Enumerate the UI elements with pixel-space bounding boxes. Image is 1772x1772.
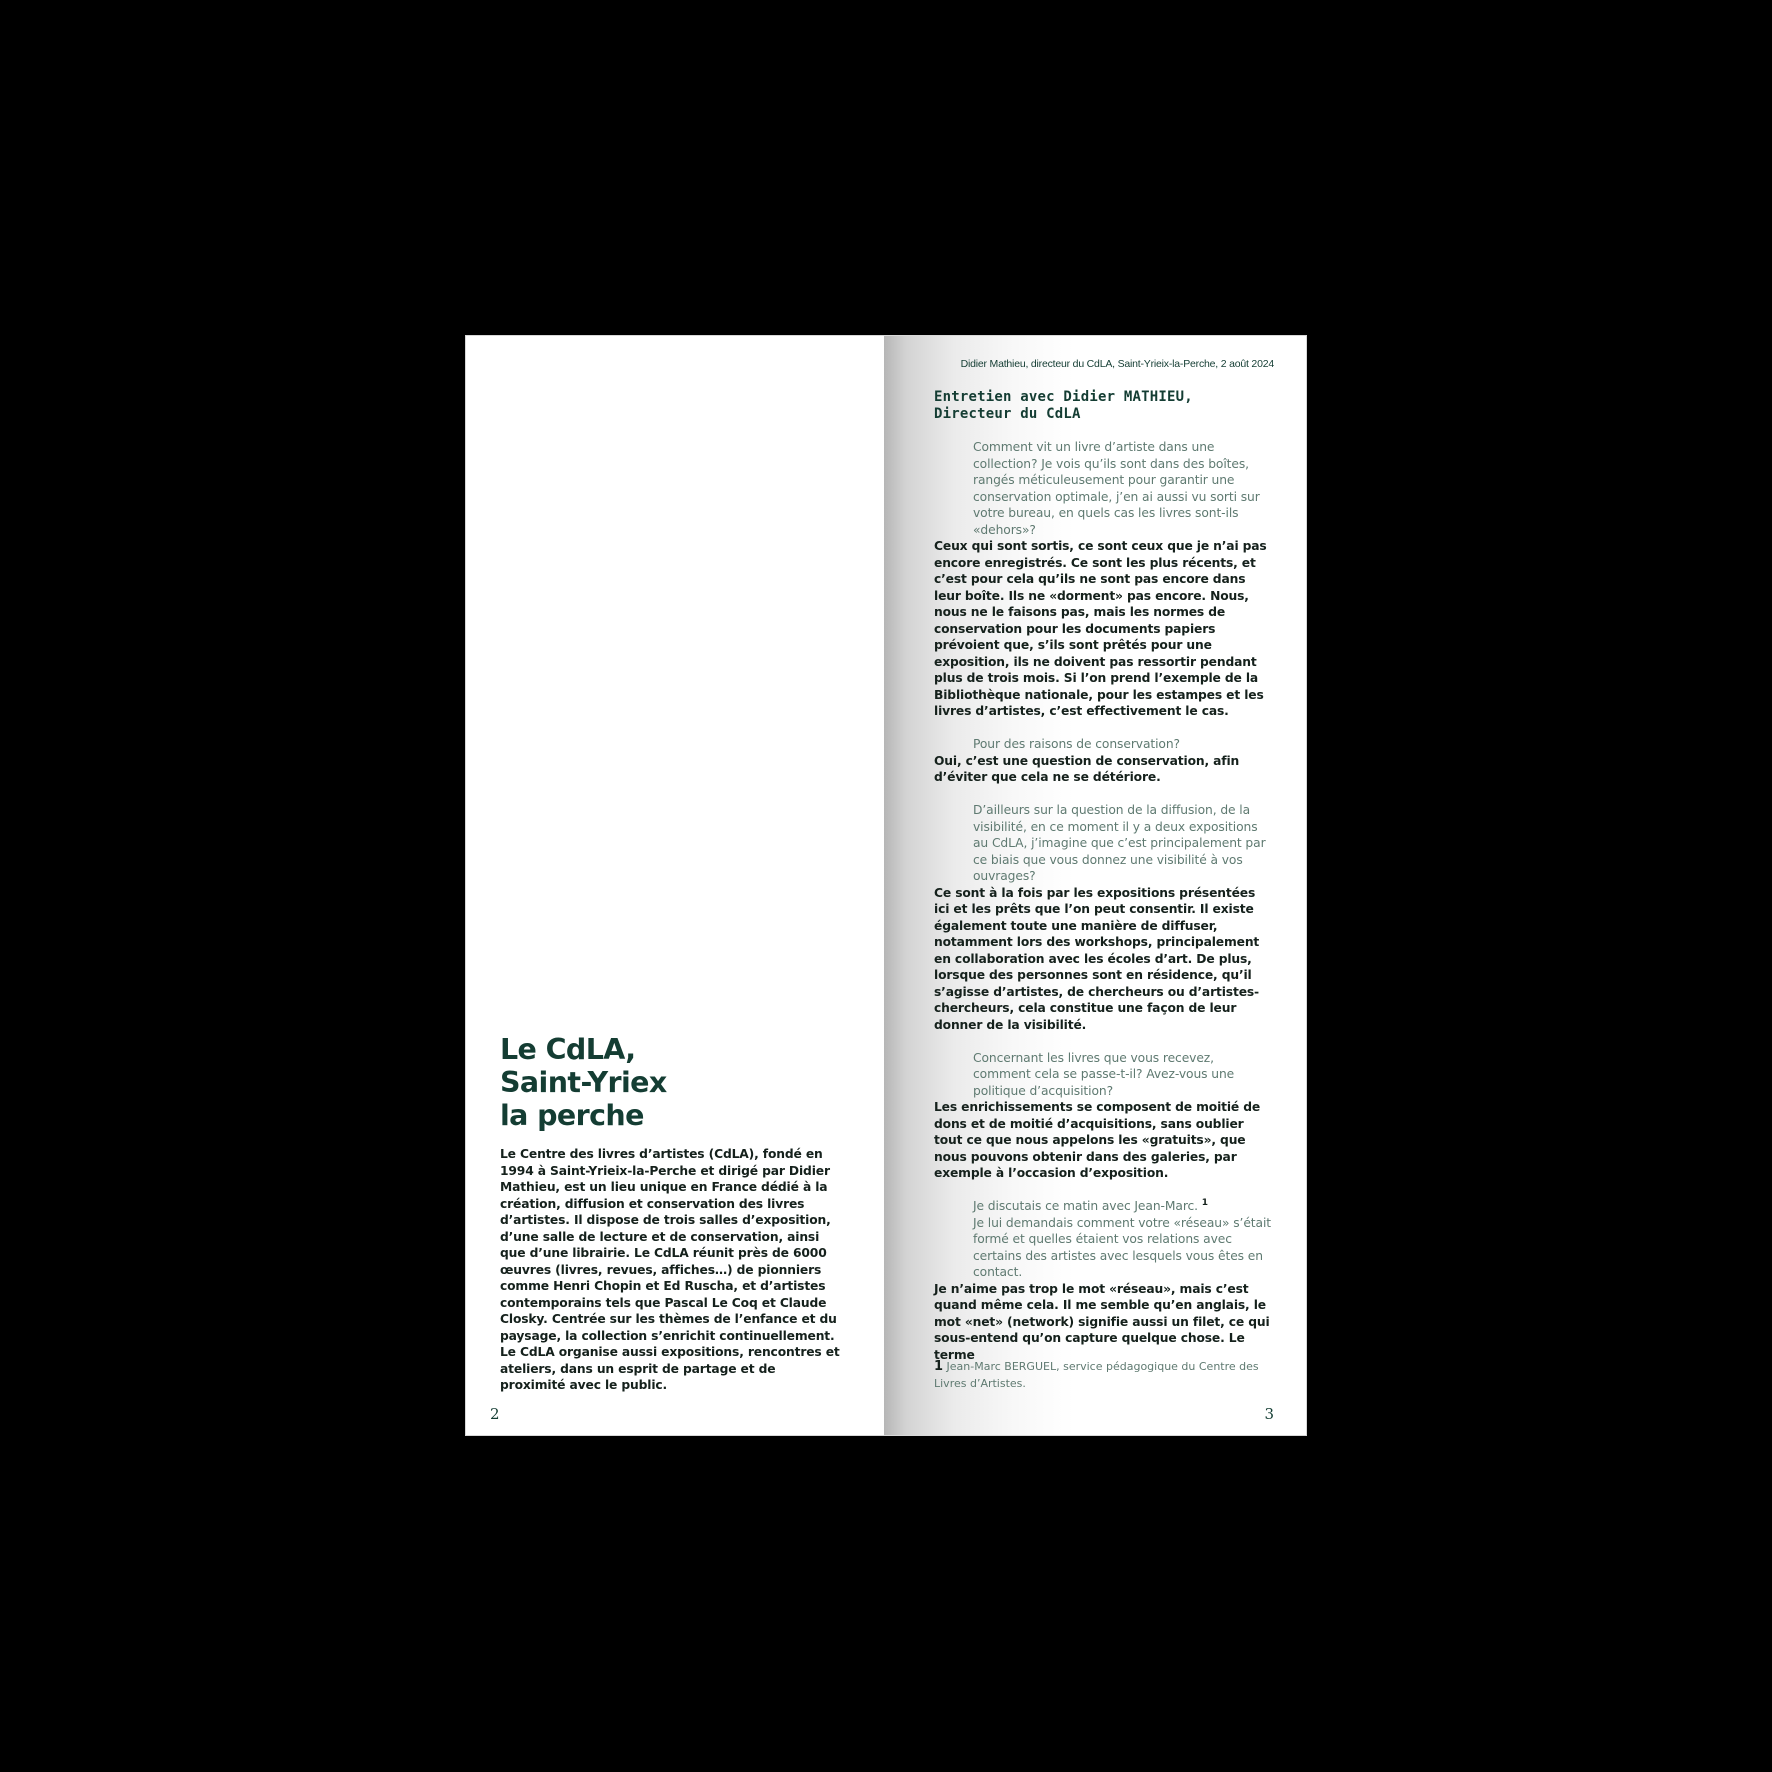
question-5-rest: Je lui demandais comment votre «réseau» s’était formé et quelles étaient vos relations avec certains des artistes avec lesquels vous êtes en contact. bbox=[973, 1215, 1271, 1279]
question-5 bbox=[973, 1198, 1274, 1281]
running-head: Didier Mathieu, directeur du CdLA, Saint-Yrieix-la-Perche, 2 août 2024 bbox=[960, 358, 1274, 370]
section-title-line: Le CdLA, bbox=[500, 1033, 636, 1066]
footnote-reference[interactable]: 1 bbox=[1201, 1197, 1208, 1208]
question-1: Comment vit un livre d’artiste dans une collection? Je vois qu’ils sont dans des boîtes, rangés méticuleusement pour garantir une conservation optimale, j’en ai aussi vu sorti sur votre bureau, en quels cas les livres sont-ils «dehors»? bbox=[973, 440, 1260, 537]
interview-title bbox=[934, 389, 1193, 422]
answer-4: Les enrichissements se composent de moitié de dons et de moitié d’acquisitions, sans oublier tout ce que nous appelons les «gratuits», que nous pouvons obtenir dans des galeries, par exemple à l’occasion d’exposition. bbox=[934, 1100, 1261, 1180]
left-page bbox=[466, 336, 884, 1435]
section-title bbox=[500, 1033, 667, 1132]
section-title-line: Saint-Yriex bbox=[500, 1066, 667, 1099]
question-3: D’ailleurs sur la question de la diffusion, de la visibilité, en ce moment il y a deux expositions au CdLA, j’imagine que c’est principalement par ce biais que vous donnez une visibilité à vos ouvrages? bbox=[973, 803, 1266, 883]
answer-5: Je n’aime pas trop le mot «réseau», mais c’est quand même cela. Il me semble qu’en anglais, le mot «net» (network) signifie aussi un filet, ce qui sous-entend qu’on capture quelque chose. Le terme bbox=[934, 1281, 1270, 1362]
page-number-right: 3 bbox=[1264, 1405, 1274, 1423]
answer-2: Oui, c’est une question de conservation, afin d’éviter que cela ne se détériore. bbox=[934, 753, 1240, 784]
page-number-left: 2 bbox=[490, 1405, 500, 1423]
interview-title-line: Directeur du CdLA bbox=[934, 405, 1081, 422]
interview-body bbox=[934, 439, 1274, 1363]
section-title-line: la perche bbox=[500, 1099, 644, 1132]
interview-title-line: Entretien avec Didier MATHIEU, bbox=[934, 389, 1193, 405]
book-spread bbox=[466, 336, 1306, 1435]
answer-1: Ceux qui sont sortis, ce sont ceux que je n’ai pas encore enregistrés. Ce sont les plus récents, et c’est pour cela qu’ils ne sont pas encore dans leur boîte. Ils ne «dorment» pas encore. Nous, nous ne le faisons pas, mais les normes de conservation pour les documents papiers prévoient que, s’ils sont prêtés pour une exposition, ils ne doivent pas ressortir pendant plus de trois mois. Si l’on prend l’exemple de la Bibliothèque nationale, pour les estampes et les livres d’artistes, c’est effectivement le cas. bbox=[934, 539, 1267, 718]
footnote-number: 1 bbox=[934, 1359, 944, 1374]
footnote bbox=[934, 1359, 1274, 1392]
intro-paragraph: Le Centre des livres d’artistes (CdLA), fondé en 1994 à Saint-Yrieix-la-Perche et dirigé par Didier Mathieu, est un lieu unique en France dédié à la création, diffusion et conservation des livres d’artistes. Il dispose de trois salles d’exposition, d’une salle de lecture et de conservation, ainsi que d’une librairie. Le CdLA réunit près de 6000 œuvres (livres, revues, affiches…) de pionniers comme Henri Chopin et Ed Ruscha, et d’artistes contemporains tels que Pascal Le Coq et Claude Closky. Centrée sur les thèmes de l’enfance et du paysage, la collection s’enrichit continuellement. Le CdLA organise aussi expositions, rencontres et ateliers, dans un esprit de partage et de proximité avec le public. bbox=[500, 1147, 840, 1392]
question-4: Concernant les livres que vous recevez, comment cela se passe-t-il? Avez-vous une politique d’acquisition? bbox=[973, 1050, 1235, 1098]
answer-3: Ce sont à la fois par les expositions présentées ici et les prêts que l’on peut consentir. Il existe également toute une manière de diffuser, notamment lors des workshops, principalement en collaboration avec les écoles d’art. De plus, lorsque des personnes sont en résidence, qu’il s’agisse d’artistes, de chercheurs ou d’artistes-chercheurs, cela constitue une façon de leur donner de la visibilité. bbox=[934, 885, 1260, 1032]
question-5-line-1: Je discutais ce matin avec Jean-Marc. bbox=[973, 1199, 1198, 1213]
right-page bbox=[884, 336, 1306, 1435]
question-2: Pour des raisons de conservation? bbox=[973, 737, 1180, 751]
footnote-text: Jean-Marc BERGUEL, service pédagogique du Centre des Livres d’Artistes. bbox=[934, 1360, 1259, 1390]
